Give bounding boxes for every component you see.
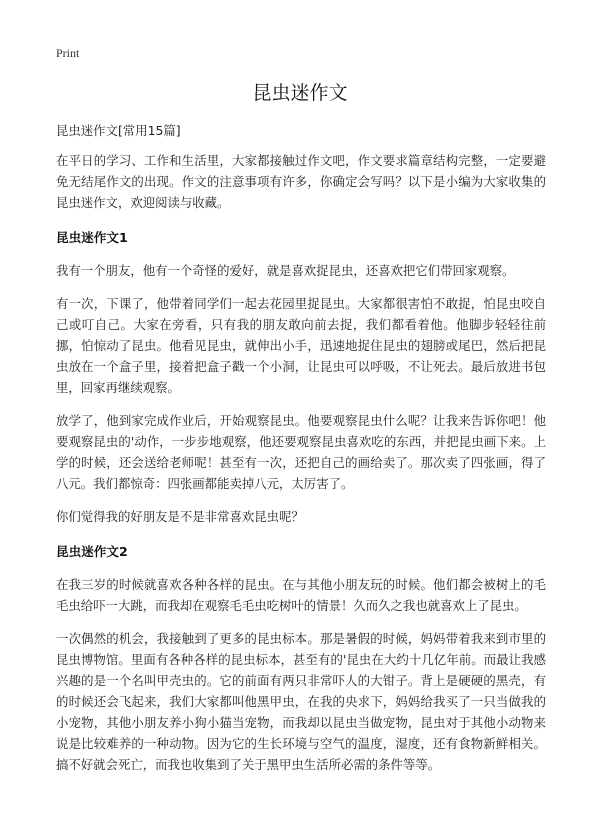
paragraph: 放学了，他到家完成作业后，开始观察昆虫。他要观察昆虫什么呢？让我来告诉你吧！他要观察昆虫的'动作，一步步地观察，他还要观察昆虫喜欢吃的东西，并把昆虫画下来。上学的时候，还会送给老师呢！甚至有一次，还把自己的画给卖了。那次卖了四张画，得了八元。我们都惊奇：四张画都能卖掉八元，太厉害了。 xyxy=(56,413,546,491)
section-heading-1: 昆虫迷作文1 xyxy=(56,230,128,245)
paragraph: 你们觉得我的好朋友是不是非常喜欢昆虫呢？ xyxy=(56,509,304,524)
paragraph: 有一次，下课了，他带着同学们一起去花园里捉昆虫。大家都很害怕不敢捉，怕昆虫咬自己或叮自己。大家在旁看，只有我的朋友敢向前去捉，我们都看着他。他脚步轻轻往前挪，怕惊动了昆虫。他看见昆虫，就伸出小手，迅速地捉住昆虫的翅膀或尾巴，然后把昆虫放在一个盒子里，接着把盒子戳一个小洞，让昆虫可以呼吸，不让死去。最后放进书包里，回家再继续观察。 xyxy=(56,296,546,395)
article-body xyxy=(56,120,546,787)
paragraph: 一次偶然的机会，我接触到了更多的昆虫标本。那是暑假的时候，妈妈带着我来到市里的昆虫博物馆。里面有各种各样的昆虫标本，甚至有的'昆虫在大约十几亿年前。而最让我感兴趣的是一个名叫甲壳虫的。它的前面有两只非常吓人的大钳子。背上是硬硬的黑壳，有的时候还会飞起来，我们大家都叫他黑甲虫，在我的央求下，妈妈给我买了一只当做我的小宠物，其他小朋友养小狗小猫当宠物，而我却以昆虫当做宠物，昆虫对于其他小动物来说是比较难养的一种动物。因为它的生长环境与空气的温度，湿度，还有食物新鲜相关。搞不好就会死亡，而我也收集到了关于黑甲虫生活所必需的条件等等。 xyxy=(56,631,546,772)
section-heading-2: 昆虫迷作文2 xyxy=(56,544,128,559)
page-title: 昆虫迷作文 xyxy=(252,82,348,104)
intro-paragraph: 在平日的学习、工作和生活里，大家都接触过作文吧，作文要求篇章结构完整，一定要避免无结尾作文的出现。作文的注意事项有许多，你确定会写吗？以下是小编为大家收集的昆虫迷作文，欢迎阅读与收藏。 xyxy=(56,153,546,210)
paragraph: 我有一个朋友，他有一个奇怪的爱好，就是喜欢捉昆虫，还喜欢把它们带回家观察。 xyxy=(56,263,515,278)
print-link[interactable]: Print xyxy=(56,46,80,60)
paragraph: 在我三岁的时候就喜欢各种各样的昆虫。在与其他小朋友玩的时候。他们都会被树上的毛毛虫给吓一大跳，而我却在观察毛毛虫吃树叶的情景！久而久之我也就喜欢上了昆虫。 xyxy=(56,577,546,613)
article-subtitle: 昆虫迷作文[常用15篇] xyxy=(56,123,181,138)
